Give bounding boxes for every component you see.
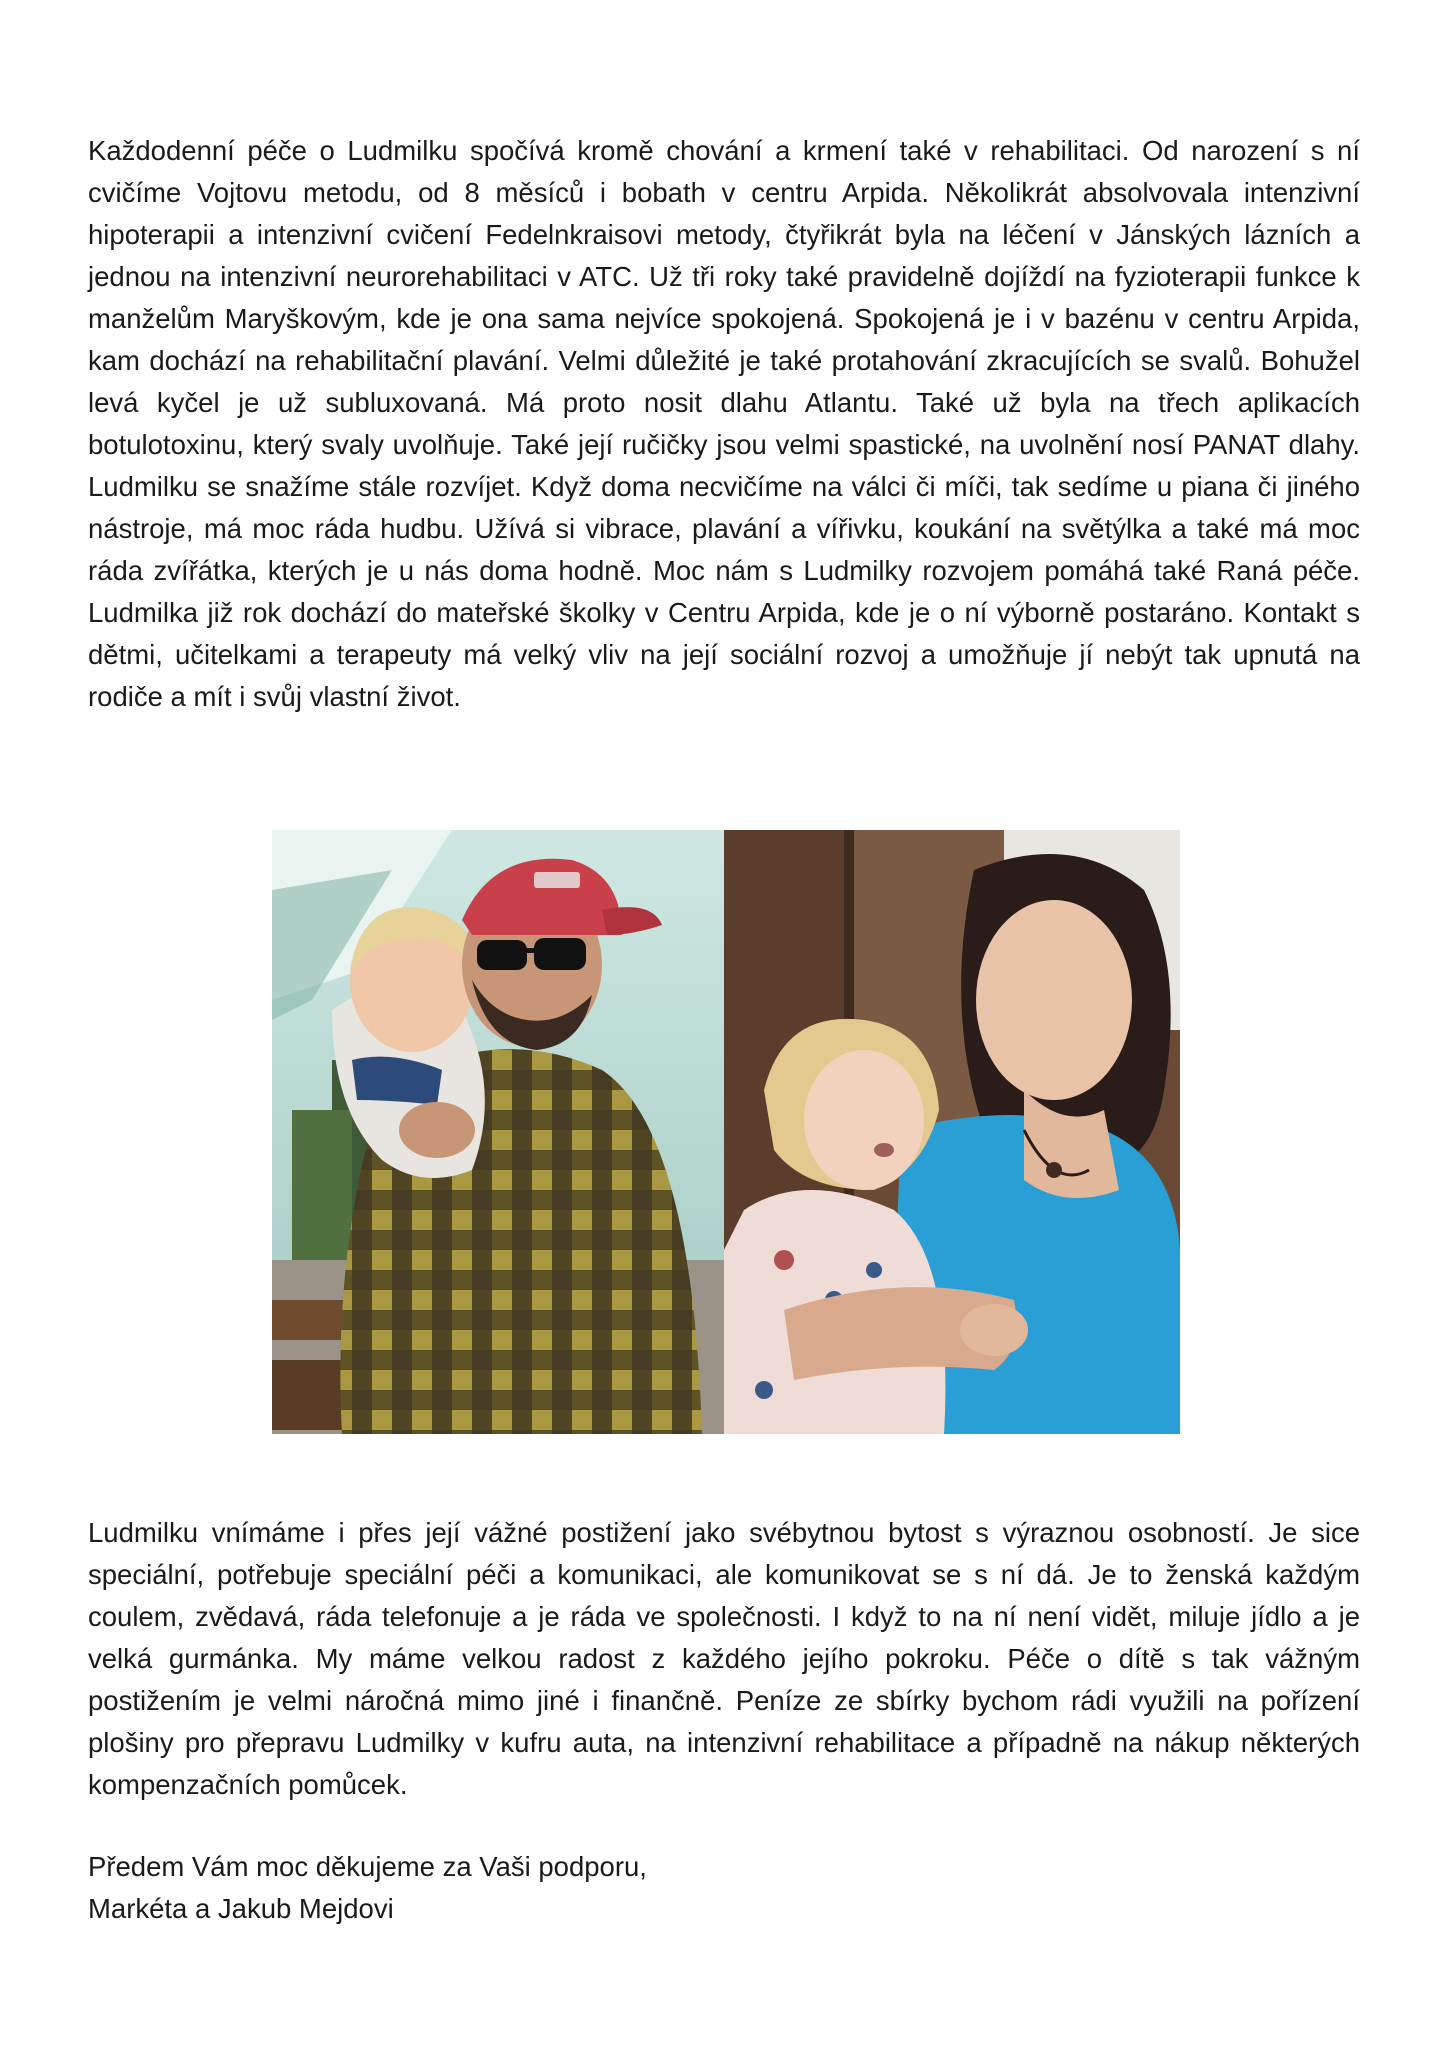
paragraph-rehabilitation: Každodenní péče o Ludmilku spočívá kromě chování a krmení také v rehabilitaci. Od narození s ní cvičíme Vojtovu metodu, od 8 měsíců i bobath v centru Arpida. Několikrát absolvovala intenzivní hipoterapii a intenzivní cvičení Fedelnkraisovi metody, čtyřikrát byla na léčení v Jánských lázních a jednou na intenzivní neurorehabilitaci v ATC. Už tři roky také pravidelně dojíždí na fyzioterapii funkce k manželům Maryškovým, kde je ona sama nejvíce spokojená. Spokojená je i v bazénu v centru Arpida, kam dochází na rehabilitační plavání. Velmi důležité je také protahování zkracujících se svalů. Bohužel levá kyčel je už subluxovaná. Má proto nosit dlahu Atlantu. Také už byla na třech aplikacích botulotoxinu, který svaly uvolňuje. Také její ručičky jsou velmi spastické, na uvolnění nosí PANAT dlahy. Ludmilku se snažíme stále rozvíjet. Když doma necvičíme na válci či míči, tak sedíme u piana či jiného nástroje, má moc ráda hudbu. Užívá si vibrace, plavání a vířivku, koukání na světýlka a také má moc ráda zvířátka, kterých je u nás doma hodně. Moc nám s Ludmilky rozvojem pomáhá také Raná péče. Ludmilka již rok dochází do mateřské školky v Centru Arpida, kde je o ní výborně postaráno. Kontakt s dětmi, učitelkami a terapeuty má velký vliv na její sociální rozvoj a umožňuje jí nebýt tak upnutá na rodiče a mít i svůj vlastní život.	[88, 135, 1360, 712]
photo-mother-with-child	[724, 830, 1180, 1434]
photo-collage	[272, 830, 1180, 1434]
paragraph-personality: Ludmilku vnímáme i přes její vážné postižení jako svébytnou bytost s výraznou osobností. Je sice speciální, potřebuje speciální péči a komunikaci, ale komunikovat se s ní dá. Je to ženská každým coulem, zvědavá, ráda telefonuje a je ráda ve společnosti. I když to na ní není vidět, miluje jídlo a je velká gurmánka. My máme velkou radost z každého jejího pokroku. Péče o dítě s tak vážným postižením je velmi náročná mimo jiné i finančně. Peníze ze sbírky bychom rádi využili na pořízení plošiny pro přepravu Ludmilky v kufru auta, na intenzivní rehabilitace a případně na nákup některých kompenzačních pomůcek.	[88, 1517, 1360, 1800]
photo-father-with-child	[272, 830, 724, 1434]
signature: Markéta a Jakub Mejdovi	[88, 1893, 394, 1924]
closing-line: Předem Vám moc děkujeme za Vaši podporu,	[88, 1851, 647, 1882]
